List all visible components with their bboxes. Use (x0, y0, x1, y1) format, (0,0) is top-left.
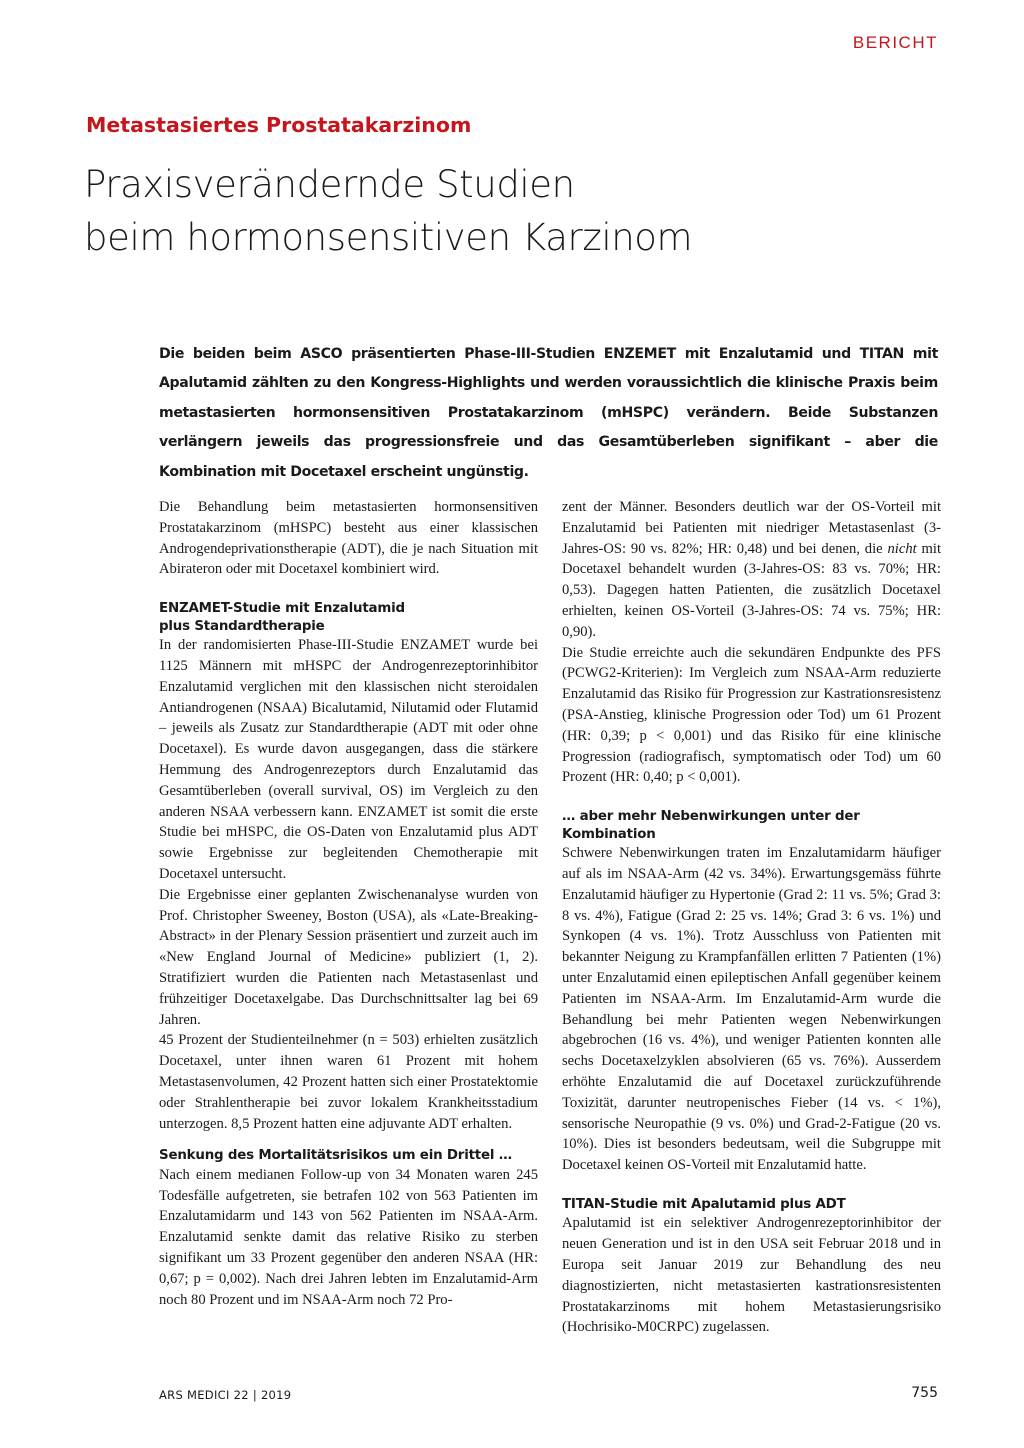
os-advantage-text-b: mit Docetaxel behandelt wurden (3-Jahres-OS: 83 vs. 70%; HR: 0,53). Dagegen hatten Patienten, die zusätzlich Docetaxel erhielten, keinen OS-Vorteil (3-Jahres-OS: 74 vs. 75%; HR: 0,90). (562, 540, 941, 640)
titan-paragraph: Apalutamid ist ein selektiver Androgenrezeptorinhibitor der neuen Generation und ist in den USA seit Februar 2018 und in Europa seit Januar 2019 zur Behandlung des neu diagnostizierten, nicht metastasierten kastrationsresistenten Prostatakarzinoms mit hohem Metastasierungsrisiko (Hochrisiko-M0CRPC) zugelassen. (562, 1215, 941, 1336)
article-lead: Die beiden beim ASCO präsentierten Phase-III-Studien ENZEMET mit Enzalutamid und TITAN mit Apalutamid zählten zu den Kongress-Highlights und werden voraussichtlich die klinische Praxis beim metastasierten hormonsensitiven Prostatakarzinom (mHSPC) verändern. Beide Substanzen verlängern jeweils das progressionsfreie und das Gesamtüberleben signifikant – aber die Kombination mit Docetaxel erscheint ungünstig. (159, 346, 938, 480)
article-title-line-2: beim hormonsensitiven Karzinom (84, 216, 693, 259)
article-title (84, 158, 944, 264)
section-heading-enzamet (159, 600, 538, 635)
article-kicker: Metastasiertes Prostatakarzinom (86, 113, 472, 137)
enzamet-paragraph-2: Die Ergebnisse einer geplanten Zwischenanalyse wurden von Prof. Christopher Sweeney, Boston (USA), als «Late-Breaking-Abstract» in der Plenary Session präsentiert und zurzeit auch im «New England Journal of Medicine» publiziert (1, 2). Stratifiziert wurden die Patienten nach Metastasenlast und frühzeitiger Docetaxelgabe. Das Durchschnittsalter lag bei 69 Jahren. (159, 886, 538, 1028)
side-effects-paragraph: Schwere Nebenwirkungen traten im Enzalutamidarm häufiger auf als im NSAA-Arm (42 vs. 34%). Erwartungsgemäss führte Enzalutamid häufiger zu Hypertonie (Grad 2: 11 vs. 5%; Grad 3: 8 vs. 4%), Fatigue (Grad 2: 25 vs. 14%; Grad 3: 6 vs. 1%) und Synkopen (4 vs. 1%). Trotz Ausschluss von Patienten mit bekannter Neigung zu Krampfanfällen erlitten 7 Patienten (1%) unter Enzalutamid einen epileptischen Anfall gegenüber keinem Patienten im NSAA-Arm. Im Enzalutamid-Arm wurde die Behandlung bei mehr Patienten wegen Nebenwirkungen abgebrochen (16 vs. 4%), und weniger Patienten konnten alle sechs Docetaxelzyklen absolvieren (65 vs. 76%). Ausserdem erhöhte Enzalutamid die auf Docetaxel zurückzuführende Toxizität, darunter neutropenisches Fieber (14 vs. < 1%), sensorische Neuropathie (9 vs. 0%) und Grad-2-Fatigue (20 vs. 10%). Dies ist besonders bedeutsam, weil die Subgruppe mit Docetaxel keinen OS-Vorteil mit Enzalutamid hatte. (562, 845, 941, 1174)
mortality-paragraph: Nach einem medianen Follow-up von 34 Monaten waren 245 Todesfälle aufgetreten, sie betrafen 102 von 563 Patienten im Enzalutamidarm und 143 von 562 Patienten im NSAA-Arm. Enzalutamid senkte damit das relative Risiko zu sterben signifikant um 33 Prozent gegenüber den anderen NSAA (HR: 0,67; p = 0,002). Nach drei Jahren lebten im Enzalutamid-Arm noch 80 Prozent und im NSAA-Arm noch 72 Pro- (159, 1166, 538, 1308)
section-heading-titan: TITAN-Studie mit Apalutamid plus ADT (562, 1196, 846, 1212)
section-heading-mortality: Senkung des Mortalitätsrisikos um ein Drittel … (159, 1148, 512, 1164)
section-heading-enzamet-line-1: ENZAMET-Studie mit Enzalutamid (159, 601, 405, 617)
page-number: 755 (911, 1385, 938, 1401)
article-title-line-1: Praxisverändernde Studien (84, 163, 575, 206)
os-advantage-emphasis: nicht (887, 540, 917, 557)
enzamet-paragraph-3: 45 Prozent der Studienteilnehmer (n = 503) erhielten zusätzlich Docetaxel, unter ihnen waren 61 Prozent mit hohem Metastasenvolumen, 42 Prozent hatten sich einer Prostatektomie oder Strahlentherapie bei zuvor lokalem Krankheitsstadium unterzogen. 8,5 Prozent hatten eine adjuvante ADT erhalten. (159, 1032, 538, 1132)
os-advantage-text-a: zent der Männer. Besonders deutlich war der OS-Vorteil mit Enzalutamid bei Patienten mit niedriger Metastasenlast (3-Jahres-OS: 90 vs. 82%; HR: 0,48) und bei denen, die (562, 499, 941, 557)
intro-paragraph: Die Behandlung beim metastasierten hormonsensitiven Prostatakarzinom (mHSPC) besteht aus einer klassischen Androgendeprivationstherapie (ADT), die je nach Situation mit Abirateron oder mit Docetaxel kombiniert wird. (159, 499, 538, 578)
section-heading-side-effects: … aber mehr Nebenwirkungen unter der Kombination (562, 809, 860, 842)
section-label: BERICHT (852, 33, 938, 52)
enzamet-paragraph-1: In der randomisierten Phase-III-Studie ENZAMET wurde bei 1125 Männern mit mHSPC der Androgenrezeptorinhibitor Enzalutamid verglichen mit den klassischen nicht steroidalen Antiandrogenen (NSAA) Bicalutamid, Nilutamid oder Flutamid – jeweils als Zusatz zur Standardtherapie (ADT mit oder ohne Docetaxel). Es wurde davon ausgegangen, dass die stärkere Hemmung des Androgenrezeptors durch Enzalutamid das Gesamtüberleben (overall survival, OS) im Vergleich zu den anderen NSAA verbessern kann. ENZAMET ist somit die erste Studie bei mHSPC, die OS-Daten von Enzalutamid plus ADT sowie Ergebnisse zur begleitenden Chemotherapie mit Docetaxel untersucht. (159, 637, 538, 882)
right-column (562, 497, 941, 1338)
left-column (159, 497, 538, 1310)
secondary-endpoints-paragraph: Die Studie erreichte auch die sekundären Endpunkte des PFS (PCWG2-Kriterien): Im Vergleich zum NSAA-Arm reduzierte Enzalutamid das Risiko für Progression zur Kastrationsresistenz (PSA-Anstieg, klinische Progression oder Tod) um 61 Prozent (HR: 0,39; p < 0,001) und das Risiko für eine klinische Progression (radiografisch, symptomatisch oder Tod) um 60 Prozent (HR: 0,40; p < 0,001). (562, 644, 941, 786)
section-heading-enzamet-line-2: plus Standardtherapie (159, 618, 325, 634)
journal-footer: ARS MEDICI 22 | 2019 (159, 1388, 292, 1402)
os-advantage-paragraph (562, 497, 941, 643)
